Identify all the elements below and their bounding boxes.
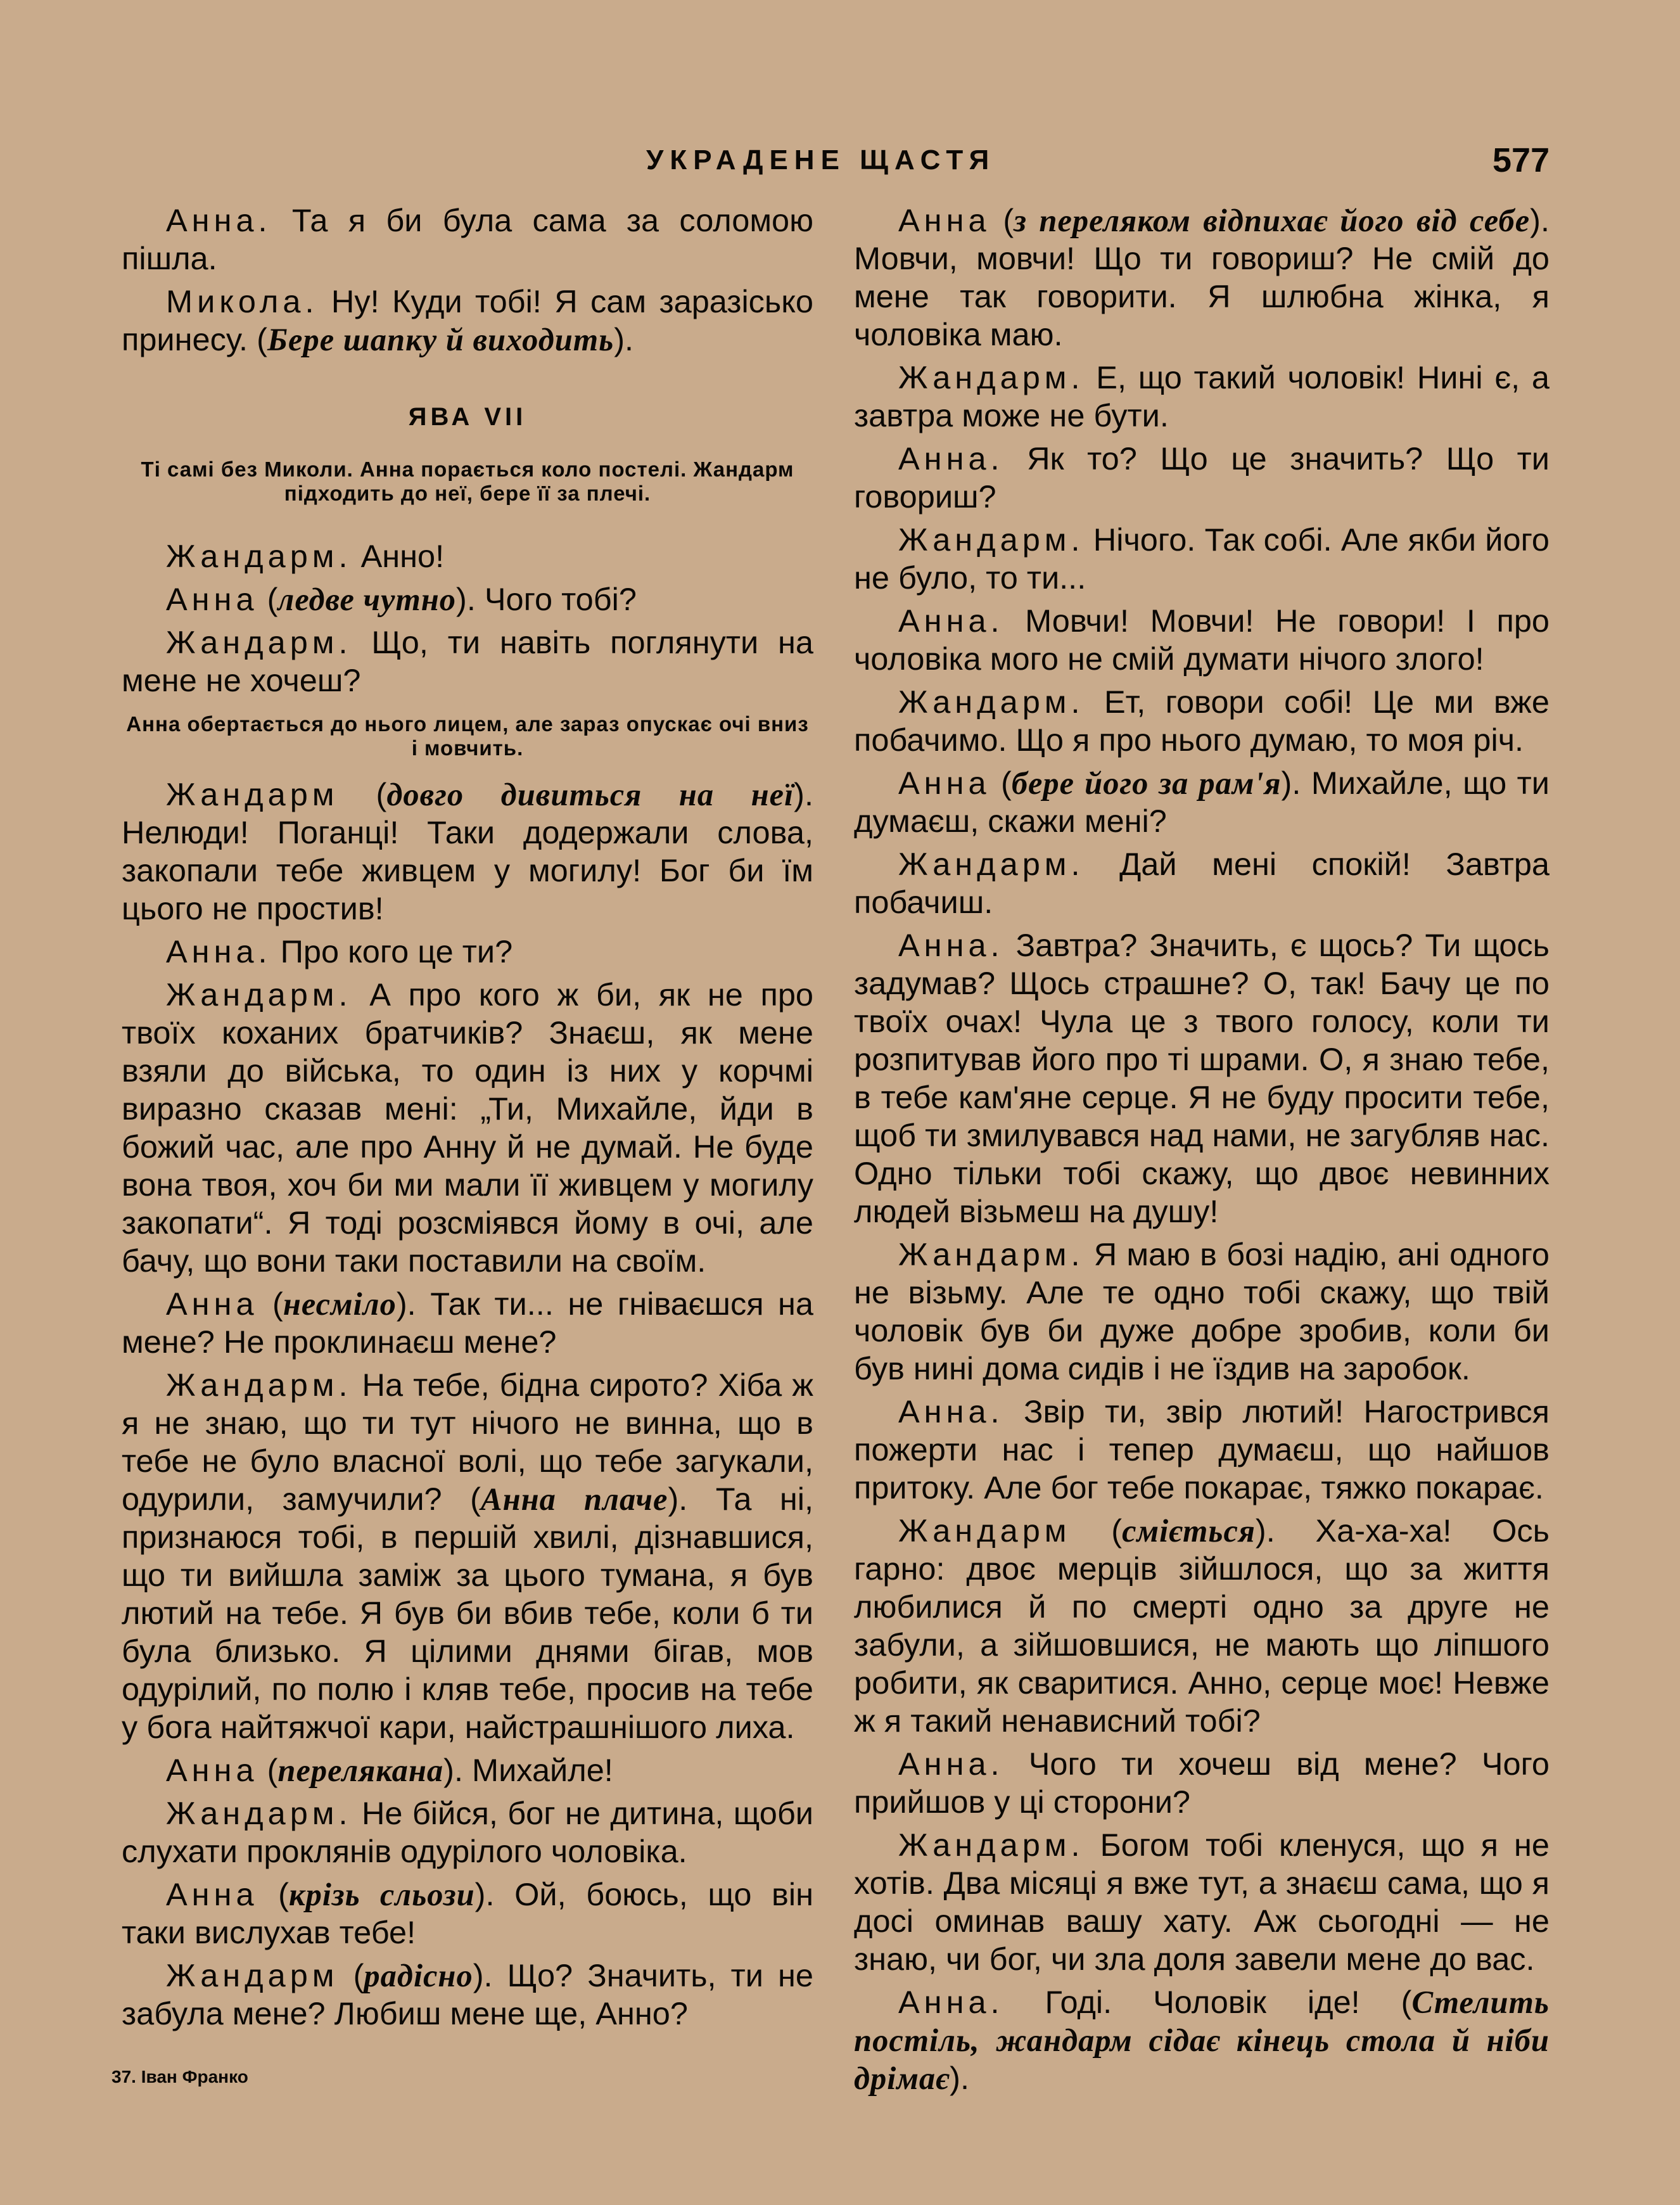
dialogue-line <box>122 776 813 928</box>
dialogue-line <box>854 359 1550 435</box>
line-text: ). Нелюди! Поганці! Таки додержали слова, закопали тебе живцем у могилу! Бог би їм цього не простив! <box>122 776 813 926</box>
dialogue-line <box>122 623 813 700</box>
line-text: ( <box>258 1286 283 1322</box>
speaker: Анна <box>898 202 991 238</box>
line-text: ). Михайле, що ти думаєш, скажи мені? <box>854 765 1550 839</box>
line-text: Анно! <box>352 538 445 574</box>
scene-title: ЯВА VII <box>408 403 527 431</box>
stage-direction: несміло <box>283 1286 397 1322</box>
dialogue-line <box>854 201 1550 354</box>
page-number: 577 <box>1492 141 1550 179</box>
speaker: Жандарм. <box>898 521 1085 558</box>
dialogue-line <box>122 1285 813 1361</box>
line-text: ( <box>258 581 278 617</box>
dialogue-line <box>122 201 813 278</box>
dialogue-line <box>122 1957 813 2033</box>
stage-direction: довго дивиться на неї <box>386 777 794 812</box>
line-text: На тебе, бідна сирото? Хіба ж я не знаю, що ти тут нічого не винна, що в тебе не було власної волі, що тебе загукали, одурили, замучили? ( <box>122 1367 813 1517</box>
line-text: ). Та ні, признаюся тобі, в першій хвилі, дізнавшися, що ти вийшла заміж за цього тумана, я був лютий на тебе. Я був би вбив тебе, коли б ти була близько. Я цілими днями бігав, мов одурілий, по полю і кляв тебе, просив на тебе у бога найтяжчої кари, найстрашнішого лиха. <box>122 1481 814 1745</box>
right-column <box>854 201 1550 2102</box>
speaker: Жандарм <box>166 1957 339 1993</box>
stage-note: Анна обертається до нього лицем, але зараз опускає очі вниз і мовчить. <box>126 712 809 760</box>
speaker: Анна. <box>898 1393 1004 1429</box>
dialogue-line <box>854 1512 1550 1740</box>
line-text: ). <box>950 2060 969 2096</box>
line-text: Що, ти навіть поглянути на мене не хочеш? <box>122 624 813 698</box>
speaker: Жандарм. <box>166 624 352 660</box>
speaker: Анна. <box>166 933 272 969</box>
line-text: ). Михайле! <box>443 1752 613 1788</box>
stage-direction: бере його за рам'я <box>1011 765 1282 801</box>
line-text: А про кого ж би, як не про твоїх коханих братчиків? Знаєш, як мене взяли до війська, то один із них у корчмі виразно сказав мені: „Ти, Михайле, йди в божий час, але про Анну й не думай. Не буде вона твоя, хоч би ми мали її живцем у могилу закопати“. Я тоді розсміявся йому в очі, але бачу, що вони таки поставили на своїм. <box>122 976 813 1279</box>
speaker: Анна. <box>898 603 1004 639</box>
line-text: ). Ой, боюсь, що він таки вислухав тебе! <box>122 1876 813 1950</box>
line-text: ). <box>614 321 634 357</box>
dialogue-line <box>122 976 813 1280</box>
line-text: Про кого це ти? <box>271 933 513 969</box>
line-text: ( <box>990 765 1012 801</box>
speaker: Жандарм <box>898 1512 1071 1549</box>
stage-direction: Стелить постіль, жандарм сідає кінець стола й ніби дрімає <box>854 1984 1550 2096</box>
dialogue-line <box>854 926 1550 1230</box>
line-text: Чого ти хочеш від мене? Чого прийшов у ці сторони? <box>854 1746 1550 1820</box>
line-text: Не бійся, бог не дитина, щоби слухати проклянів одурілого чоловіка. <box>122 1795 813 1869</box>
speaker: Анна. <box>898 1746 1004 1782</box>
dialogue-line <box>854 683 1550 759</box>
dialogue-line <box>122 933 813 971</box>
stage-direction: радісно <box>364 1958 473 1993</box>
speaker: Анна. <box>166 202 272 238</box>
stage-note: Ті самі без Миколи. Анна порається коло постелі. Жандарм підходить до неї, бере її за плечі. <box>141 457 794 505</box>
line-text: Ет, говори собі! Це ми вже побачимо. Що я про нього думаю, то моя річ. <box>854 684 1550 758</box>
stage-direction: Бере шапку й виходить <box>267 322 614 357</box>
dialogue-line <box>122 1876 813 1952</box>
line-text: ). Чого тобі? <box>456 581 637 617</box>
stage-direction: крізь сльози <box>289 1877 475 1912</box>
speaker: Жандарм. <box>898 359 1085 395</box>
dialogue-line <box>122 537 813 575</box>
line-text: ). Що? Значить, ти не забула мене? Любиш мене ще, Анно? <box>122 1957 813 2031</box>
line-text: ( <box>1071 1512 1123 1549</box>
speaker: Анна <box>166 1286 258 1322</box>
dialogue-line <box>854 521 1550 597</box>
line-text: ( <box>338 776 387 812</box>
dialogue-line <box>122 283 813 359</box>
dialogue-line <box>854 440 1550 516</box>
line-text: ( <box>258 1752 278 1788</box>
speaker: Микола. <box>166 283 319 319</box>
stage-direction: ледве чутно <box>277 582 457 617</box>
dialogue-line <box>122 1751 813 1789</box>
dialogue-line <box>854 1745 1550 1821</box>
speaker: Анна <box>166 1752 258 1788</box>
speaker: Анна <box>166 1876 258 1912</box>
speaker: Анна. <box>898 1984 1004 2020</box>
stage-direction: сміється <box>1122 1513 1256 1549</box>
line-text: ). Ха-ха-ха! Ось гарно: двоє мерців зійшлося, що за життя любилися й по смерті одно за друге не забули, а зійшовшися, не мають що ліпшого робити, як сваритися. Анно, серце моє! Невже ж я такий ненависний тобі? <box>854 1512 1550 1739</box>
dialogue-line <box>854 1393 1550 1507</box>
stage-direction: перелякана <box>277 1753 444 1788</box>
speaker: Жандарм. <box>898 846 1085 882</box>
speaker: Анна. <box>898 927 1004 963</box>
dialogue-line <box>854 1236 1550 1388</box>
running-title: УКРАДЕНЕ ЩАСТЯ <box>646 144 996 176</box>
dialogue-line <box>854 1983 1550 2097</box>
speaker: Жандарм. <box>166 976 352 1013</box>
speaker: Жандарм. <box>166 538 352 574</box>
line-text: Звір ти, звір лютий! Нагострився пожерти нас і тепер думаєш, що найшов притоку. Але бог тебе покарає, тяжко покарає. <box>854 1393 1550 1505</box>
line-text: Ну! Куди тобі! Я сам заразісько принесу. ( <box>122 283 813 357</box>
dialogue-line <box>854 764 1550 840</box>
page-header <box>0 141 1680 185</box>
line-text: Та я би була сама за соломою пішла. <box>122 202 813 276</box>
line-text: ( <box>338 1957 364 1993</box>
speaker: Анна <box>898 765 991 801</box>
stage-direction: з переляком відпихає його від себе <box>1014 203 1530 238</box>
line-text: Богом тобі кленуся, що я не хотів. Два місяці я вже тут, а знаєш сама, що я досі оминав вашу хату. Аж сьогодні — не знаю, чи бог, чи зла доля завели мене до вас. <box>854 1827 1550 1977</box>
left-column <box>122 201 813 2038</box>
dialogue-line <box>854 602 1550 678</box>
speaker: Анна <box>166 581 258 617</box>
line-text: ( <box>990 202 1014 238</box>
dialogue-line <box>122 580 813 618</box>
speaker: Анна. <box>898 440 1004 476</box>
speaker: Жандарм. <box>898 1236 1085 1272</box>
speaker: Жандарм. <box>898 1827 1085 1863</box>
line-text: Дай мені спокій! Завтра побачиш. <box>854 846 1550 920</box>
speaker: Жандарм. <box>166 1367 352 1403</box>
line-text: ). Мовчи, мовчи! Що ти говориш? Не смій до мене так говорити. Я шлюбна жінка, я чоловіка маю. <box>854 202 1550 352</box>
dialogue-line <box>122 1794 813 1870</box>
dialogue-line <box>122 1366 813 1746</box>
dialogue-line <box>854 845 1550 921</box>
line-text: ). Так ти... не гніваєшся на мене? Не проклинаєш мене? <box>122 1286 813 1360</box>
dialogue-line <box>854 1826 1550 1978</box>
signature-footnote: 37. Іван Франко <box>111 2067 248 2087</box>
speaker: Жандарм. <box>166 1795 352 1831</box>
line-text: Годі. Чоловік іде! ( <box>1003 1984 1412 2020</box>
speaker: Жандарм. <box>898 684 1085 720</box>
line-text: Я маю в бозі надію, ані одного не візьму. Але те одно тобі скажу, що твій чоловік був би дуже добре зробив, коли би був нині дома сидів і не їздив на заробок. <box>854 1236 1550 1386</box>
speaker: Жандарм <box>166 776 339 812</box>
line-text: Нічого. Так собі. Але якби його не було, то ти... <box>854 521 1550 596</box>
line-text: Мовчи! Мовчи! Не говори! І про чоловіка мого не смій думати нічого злого! <box>854 603 1550 677</box>
line-text: ( <box>258 1876 289 1912</box>
stage-direction: Анна плаче <box>480 1481 668 1517</box>
line-text: Як то? Що це значить? Що ти говориш? <box>854 440 1550 514</box>
line-text: Завтра? Значить, є щось? Ти щось задумав? Щось страшне? О, так! Бачу це по твоїх очах! Чула це з твого голосу, коли ти розпитував його про ті шрами. О, я знаю тебе, в тебе кам'яне серце. Я не буду просити тебе, щоб ти змилувався над нами, не загубляв нас. Одно тільки тобі скажу, що двоє невинних людей візьмеш на душу! <box>854 927 1550 1229</box>
line-text: Е, що такий чоловік! Нині є, а завтра може не бути. <box>854 359 1550 433</box>
